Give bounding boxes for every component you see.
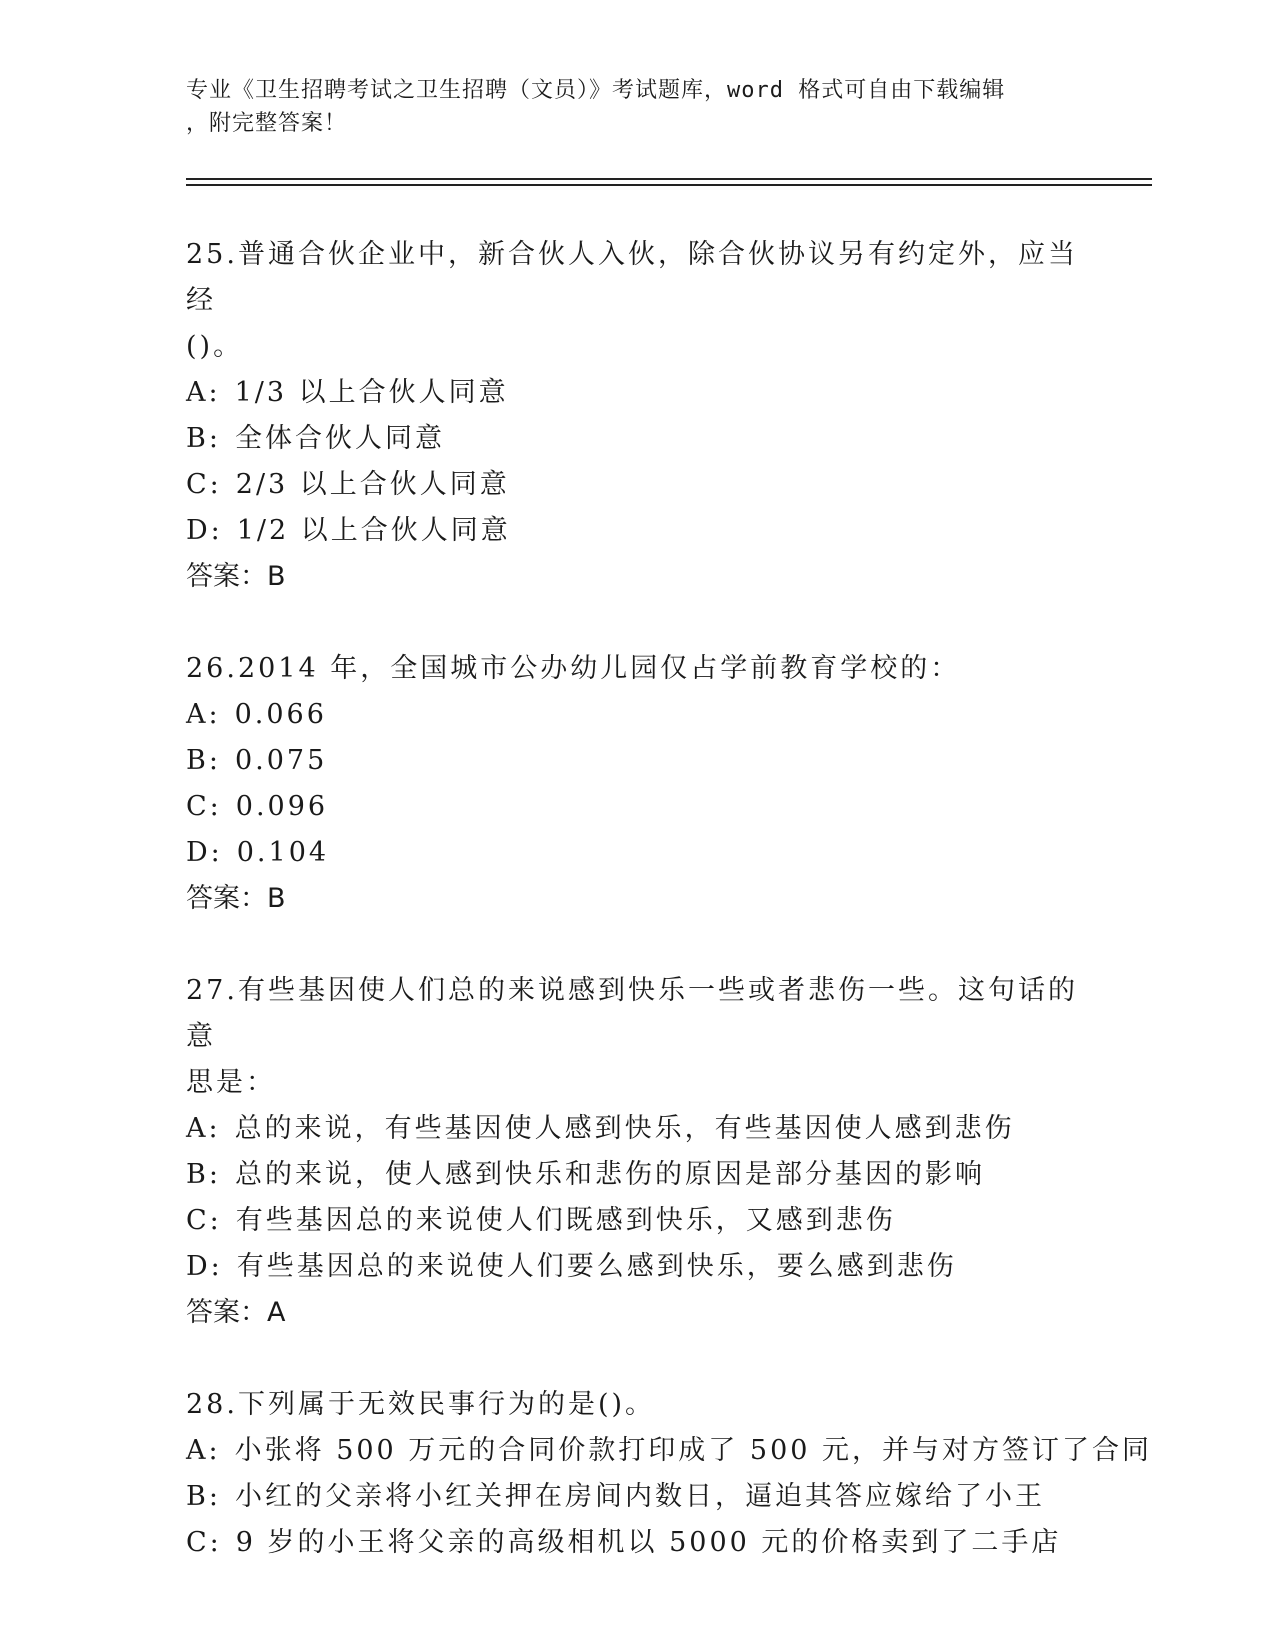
question-26: [186, 646, 1086, 922]
answer-line: 答案：A: [186, 1297, 286, 1328]
option-b: [186, 1474, 1086, 1520]
option-letter: D:: [186, 1251, 223, 1282]
question-stem: [186, 646, 1086, 692]
option-text: 1/2 以上合伙人同意: [236, 515, 511, 546]
option-letter: C:: [186, 469, 222, 500]
question-stem-line-2: ()。: [186, 331, 244, 362]
question-stem: [186, 968, 1086, 1106]
question-stem: [186, 232, 1086, 370]
option-letter: C:: [186, 1527, 222, 1558]
question-stem: [186, 1382, 1086, 1428]
option-letter: A:: [186, 1113, 221, 1144]
option-letter: D:: [186, 515, 223, 546]
option-text: 1/3 以上合伙人同意: [234, 377, 509, 408]
option-text: 0.096: [235, 791, 329, 822]
document-header: [186, 74, 1086, 140]
option-text: 总的来说，有些基因使人感到快乐，有些基因使人感到悲伤: [234, 1113, 1015, 1144]
option-letter: C:: [186, 1205, 222, 1236]
option-text: 总的来说，使人感到快乐和悲伤的原因是部分基因的影响: [234, 1159, 985, 1190]
option-letter: B:: [186, 1481, 221, 1512]
header-divider-top: [186, 178, 1152, 180]
option-letter: B:: [186, 1159, 221, 1190]
question-stem-line-1: 27.有些基因使人们总的来说感到快乐一些或者悲伤一些。这句话的意: [186, 975, 1078, 1052]
option-text: 有些基因总的来说使人们要么感到快乐，要么感到悲伤: [236, 1251, 957, 1282]
option-b: [186, 1152, 1086, 1198]
option-letter: B:: [186, 745, 221, 776]
option-text: 2/3 以上合伙人同意: [235, 469, 510, 500]
question-list: [186, 232, 1153, 1612]
option-letter: C:: [186, 791, 222, 822]
option-a: [186, 1106, 1086, 1152]
option-c: [186, 1198, 1086, 1244]
question-stem-line-1: 26.2014 年，全国城市公办幼儿园仅占学前教育学校的：: [186, 653, 961, 684]
option-b: [186, 738, 1086, 784]
option-d: [186, 1244, 1086, 1290]
option-letter: B:: [186, 423, 221, 454]
question-stem-line-1: 28.下列属于无效民事行为的是()。: [186, 1389, 656, 1420]
question-27: [186, 968, 1086, 1336]
option-text: 有些基因总的来说使人们既感到快乐，又感到悲伤: [235, 1205, 896, 1236]
question-28: [186, 1382, 1153, 1566]
option-d: [186, 830, 1086, 876]
option-a: [186, 692, 1086, 738]
option-text: 小张将 500 万元的合同价款打印成了 500 元，并与对方签订了合同: [234, 1435, 1153, 1466]
option-c: [186, 462, 1086, 508]
answer-line: 答案：B: [186, 883, 286, 914]
question-stem-line-2: 思是：: [186, 1067, 276, 1098]
question-stem-line-1: 25.普通合伙企业中，新合伙人入伙，除合伙协议另有约定外，应当经: [186, 239, 1078, 316]
option-letter: A:: [186, 1435, 221, 1466]
header-divider-bottom: [186, 184, 1152, 186]
question-25: [186, 232, 1086, 600]
option-text: 9 岁的小王将父亲的高级相机以 5000 元的价格卖到了二手店: [235, 1527, 1062, 1558]
option-letter: A:: [186, 699, 221, 730]
option-letter: A:: [186, 377, 221, 408]
option-c: [186, 784, 1086, 830]
option-b: [186, 416, 1086, 462]
header-line-1: 专业《卫生招聘考试之卫生招聘（文员）》考试题库，word 格式可自由下载编辑: [186, 78, 1006, 103]
option-text: 小红的父亲将小红关押在房间内数日，逼迫其答应嫁给了小王: [234, 1481, 1045, 1512]
header-line-2: ，附完整答案！: [186, 111, 348, 136]
option-a: [186, 1428, 1153, 1474]
option-text: 0.075: [234, 745, 328, 776]
option-text: 全体合伙人同意: [234, 423, 445, 454]
option-a: [186, 370, 1086, 416]
option-text: 0.104: [236, 837, 330, 868]
answer-line: 答案：B: [186, 561, 286, 592]
option-text: 0.066: [234, 699, 327, 730]
option-letter: D:: [186, 837, 223, 868]
option-d: [186, 508, 1086, 554]
option-c: [186, 1520, 1086, 1566]
